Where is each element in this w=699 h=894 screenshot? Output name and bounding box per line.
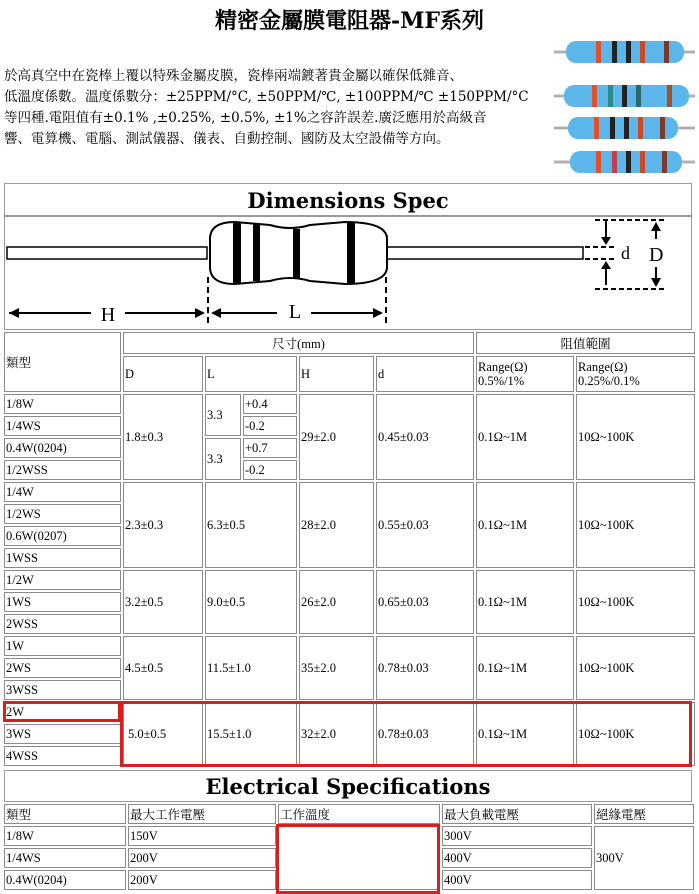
cell-range2: 10Ω~100K [576, 482, 695, 568]
table-row-type: 1/2W [4, 570, 121, 590]
cell-d: 0.55±0.03 [376, 482, 474, 568]
table-row-type: 1/4WS [4, 848, 126, 868]
cell-D: 3.2±0.5 [123, 570, 203, 634]
cell-L: 15.5±1.0 [205, 702, 297, 766]
cell-insulation: 300V [594, 826, 694, 890]
table-row-type: 3WS [4, 724, 121, 744]
cell-range2: 10Ω~100K [576, 394, 695, 480]
table-row-type: 1/8W [4, 826, 126, 846]
col-range-header: 阻值範圍 [476, 332, 695, 354]
cell-work-voltage: 200V [128, 870, 276, 890]
resistor-photos [552, 36, 697, 181]
elec-col-load-voltage: 最大負載電壓 [442, 804, 592, 824]
cell-range1: 0.1Ω~1M [476, 570, 574, 634]
resistor-photo-3 [554, 117, 695, 139]
cell-D: 5.0±0.5 [123, 702, 203, 766]
label-D: D [649, 244, 664, 266]
table-row-type: 1/2WS [4, 504, 121, 524]
cell-D: 1.8±0.3 [123, 394, 203, 480]
cell-L: 11.5±1.0 [205, 636, 297, 700]
cell-L-base: 3.3 [205, 438, 241, 480]
cell-range1: 0.1Ω~1M [476, 482, 574, 568]
sub-header-L: L [205, 356, 297, 392]
table-row-type: 1/4W [4, 482, 121, 502]
cell-d: 0.45±0.03 [376, 394, 474, 480]
table-row-type: 1W [4, 636, 121, 656]
cell-H: 28±2.0 [299, 482, 374, 568]
resistor-photo-4 [554, 151, 695, 173]
cell-L: 9.0±0.5 [205, 570, 297, 634]
cell-work-voltage: 150V [128, 826, 276, 846]
dimensions-heading: Dimensions Spec [4, 183, 692, 216]
table-row-type: 0.4W(0204) [4, 870, 126, 890]
sub-header-range2 [576, 356, 695, 392]
elec-col-work-voltage: 最大工作電壓 [128, 804, 276, 824]
elec-col-temp: 工作溫度 [278, 804, 440, 824]
cell-L-tol: -0.2 [243, 460, 297, 480]
table-row-type: 0.6W(0207) [4, 526, 121, 546]
intro-line: 響、電算機、電腦、測試儀器、儀表、自動控制、國防及太空設備等方向。 [4, 131, 450, 147]
sub-header-d: d [376, 356, 474, 392]
range2-unit: Range(Ω) [578, 360, 628, 374]
intro-line: 低溫度係數。溫度係數分：±25PPM/°C, ±50PPM/℃, ±100PPM/℃ ±150PPM/°C [4, 89, 529, 105]
cell-range2: 10Ω~100K [576, 570, 695, 634]
table-row-type: 4WSS [4, 746, 121, 766]
resistor-photo-image [552, 36, 697, 181]
cell-load-voltage: 400V [442, 848, 592, 868]
cell-d: 0.78±0.03 [376, 636, 474, 700]
cell-range1: 0.1Ω~1M [476, 636, 574, 700]
dimensions-table [2, 330, 697, 768]
col-type-header: 類型 [4, 332, 121, 392]
table-row-type: 1WS [4, 592, 121, 612]
cell-H: 32±2.0 [299, 702, 374, 766]
table-row-type: 1WSS [4, 548, 121, 568]
table-row-type: 1/2WSS [4, 460, 121, 480]
cell-L-tol: +0.4 [243, 394, 297, 414]
cell-load-voltage: 400V [442, 870, 592, 890]
electrical-heading: Electrical Specifications [4, 770, 692, 802]
sub-header-H: H [299, 356, 374, 392]
cell-L-base: 3.3 [205, 394, 241, 436]
intro-line: 於高真空中在瓷棒上覆以特殊金屬皮膜，瓷棒兩端鍍著貴金屬以確保低雜音、 [4, 68, 463, 84]
cell-range2: 10Ω~100K [576, 636, 695, 700]
table-row-type: 1/4WS [4, 416, 121, 436]
sub-header-range1 [476, 356, 574, 392]
col-size-header: 尺寸(mm) [123, 332, 474, 354]
range1-unit: Range(Ω) [478, 360, 528, 374]
label-L: L [288, 301, 302, 323]
cell-range1: 0.1Ω~1M [476, 702, 574, 766]
cell-H: 26±2.0 [299, 570, 374, 634]
cell-D: 4.5±0.5 [123, 636, 203, 700]
cell-load-voltage: 300V [442, 826, 592, 846]
intro-text [4, 66, 552, 150]
elec-col-type: 類型 [4, 804, 126, 824]
cell-H: 35±2.0 [299, 636, 374, 700]
cell-L-tol: -0.2 [243, 416, 297, 436]
cell-H: 29±2.0 [299, 394, 374, 480]
table-row-type: 0.4W(0204) [4, 438, 121, 458]
cell-range2: 10Ω~100K [576, 702, 695, 766]
cell-work-voltage: 200V [128, 848, 276, 868]
elec-col-insulation: 絕緣電壓 [594, 804, 694, 824]
cell-temp [278, 826, 440, 890]
table-row-type: 3WSS [4, 680, 121, 700]
cell-range1: 0.1Ω~1M [476, 394, 574, 480]
table-row-type: 2W [4, 702, 121, 722]
table-row-type: 2WS [4, 658, 121, 678]
label-H: H [100, 304, 116, 326]
cell-d: 0.78±0.03 [376, 702, 474, 766]
cell-L: 6.3±0.5 [205, 482, 297, 568]
cell-D: 2.3±0.3 [123, 482, 203, 568]
electrical-table [2, 802, 696, 892]
sub-header-D: D [123, 356, 203, 392]
table-row-type: 1/8W [4, 394, 121, 414]
range2-tol: 0.25%/0.1% [578, 374, 640, 388]
resistor-photo-2 [554, 85, 695, 107]
table-row-type: 2WSS [4, 614, 121, 634]
dimension-diagram [4, 216, 692, 330]
page-title: 精密金屬膜電阻器-MF系列 [214, 8, 485, 34]
resistor-photo-1 [554, 41, 695, 63]
range1-tol: 0.5%/1% [478, 374, 525, 388]
intro-line: 等四種.電阻值有±0.1% ,±0.25%, ±0.5%, ±1%之容許誤差.廣泛應用於高級音 [4, 110, 487, 126]
cell-L-tol: +0.7 [243, 438, 297, 458]
label-d: d [621, 243, 630, 263]
cell-d: 0.65±0.03 [376, 570, 474, 634]
